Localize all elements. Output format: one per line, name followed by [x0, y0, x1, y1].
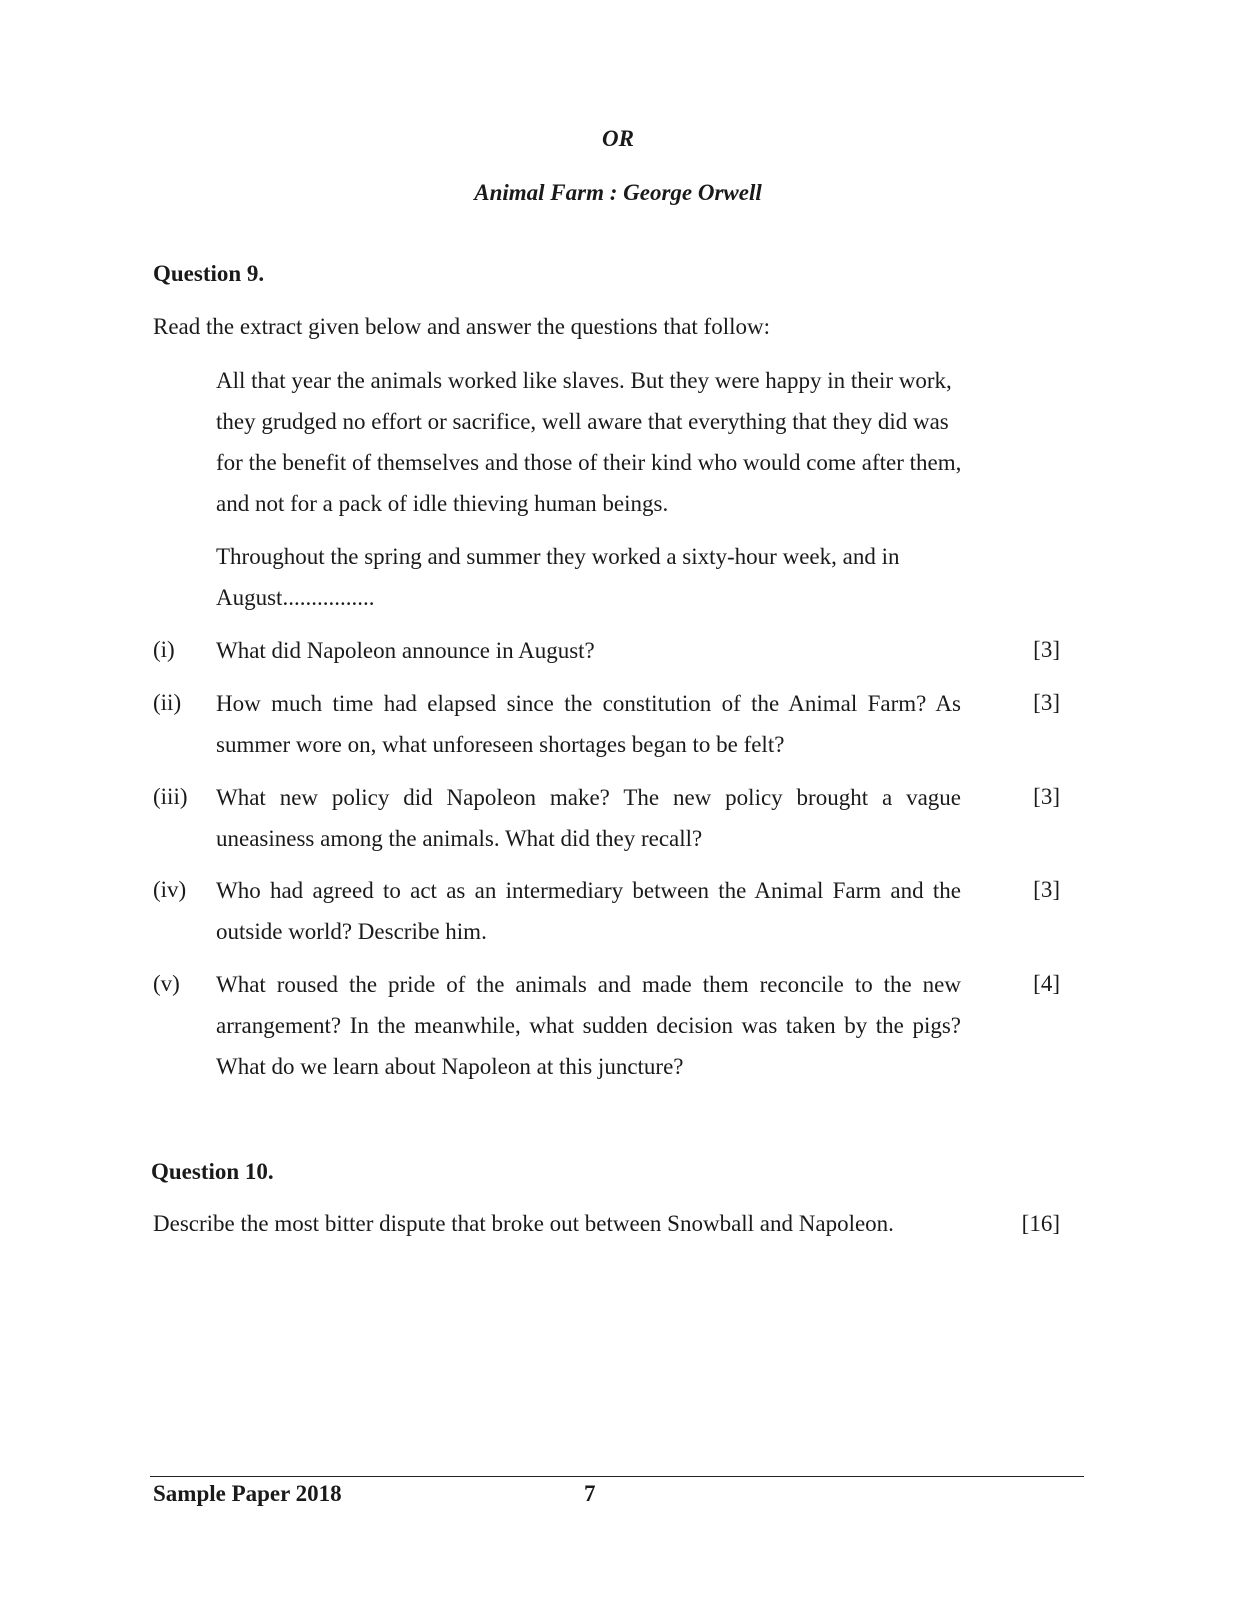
extract-paragraph-2: Throughout the spring and summer they worked a sixty-hour week, and in August................: [216, 544, 900, 610]
subquestion-number: (i): [153, 637, 175, 662]
question-9-heading: Question 9.: [153, 261, 265, 286]
question-9-instruction: Read the extract given below and answer the questions that follow:: [153, 314, 770, 339]
or-label: OR: [602, 126, 634, 151]
subquestion-number: (ii): [153, 690, 182, 715]
subquestion-text: What roused the pride of the animals and made them reconcile to the new arrangement? In the meanwhile, what sudden decision was taken by the pigs? What do we learn about Napoleon at this juncture?: [216, 972, 961, 1079]
footer-divider: [150, 1476, 1084, 1477]
question-10-heading: Question 10.: [151, 1159, 274, 1184]
book-title: Animal Farm : George Orwell: [474, 180, 762, 205]
question-10-text: Describe the most bitter dispute that broke out between Snowball and Napoleon.: [153, 1211, 894, 1236]
question-10-marks: [16]: [1021, 1211, 1060, 1236]
subquestion-marks: [3]: [1033, 784, 1060, 809]
subquestion-text: How much time had elapsed since the constitution of the Animal Farm? As summer wore on, what unforeseen shortages began to be felt?: [216, 691, 961, 757]
footer-paper-label: Sample Paper 2018: [153, 1481, 342, 1506]
subquestion-marks: [3]: [1033, 877, 1060, 902]
page-number: 7: [584, 1481, 596, 1506]
subquestion-number: (iv): [153, 877, 187, 902]
subquestion-text: What new policy did Napoleon make? The new policy brought a vague uneasiness among the animals. What did they recall?: [216, 785, 961, 851]
extract-passage: [216, 360, 976, 618]
subquestion-number: (v): [153, 971, 180, 996]
subquestion-text: Who had agreed to act as an intermediary between the Animal Farm and the outside world? Describe him.: [216, 878, 961, 944]
extract-paragraph-1: All that year the animals worked like slaves. But they were happy in their work, they grudged no effort or sacrifice, well aware that everything that they did was for the benefit of themselves and those of their kind who would come after them, and not for a pack of idle thieving human beings.: [216, 368, 962, 516]
subquestion-marks: [3]: [1033, 690, 1060, 715]
subquestion-marks: [4]: [1033, 971, 1060, 996]
subquestion-text: What did Napoleon announce in August?: [216, 638, 595, 663]
subquestion-marks: [3]: [1033, 637, 1060, 662]
subquestion-number: (iii): [153, 784, 188, 809]
